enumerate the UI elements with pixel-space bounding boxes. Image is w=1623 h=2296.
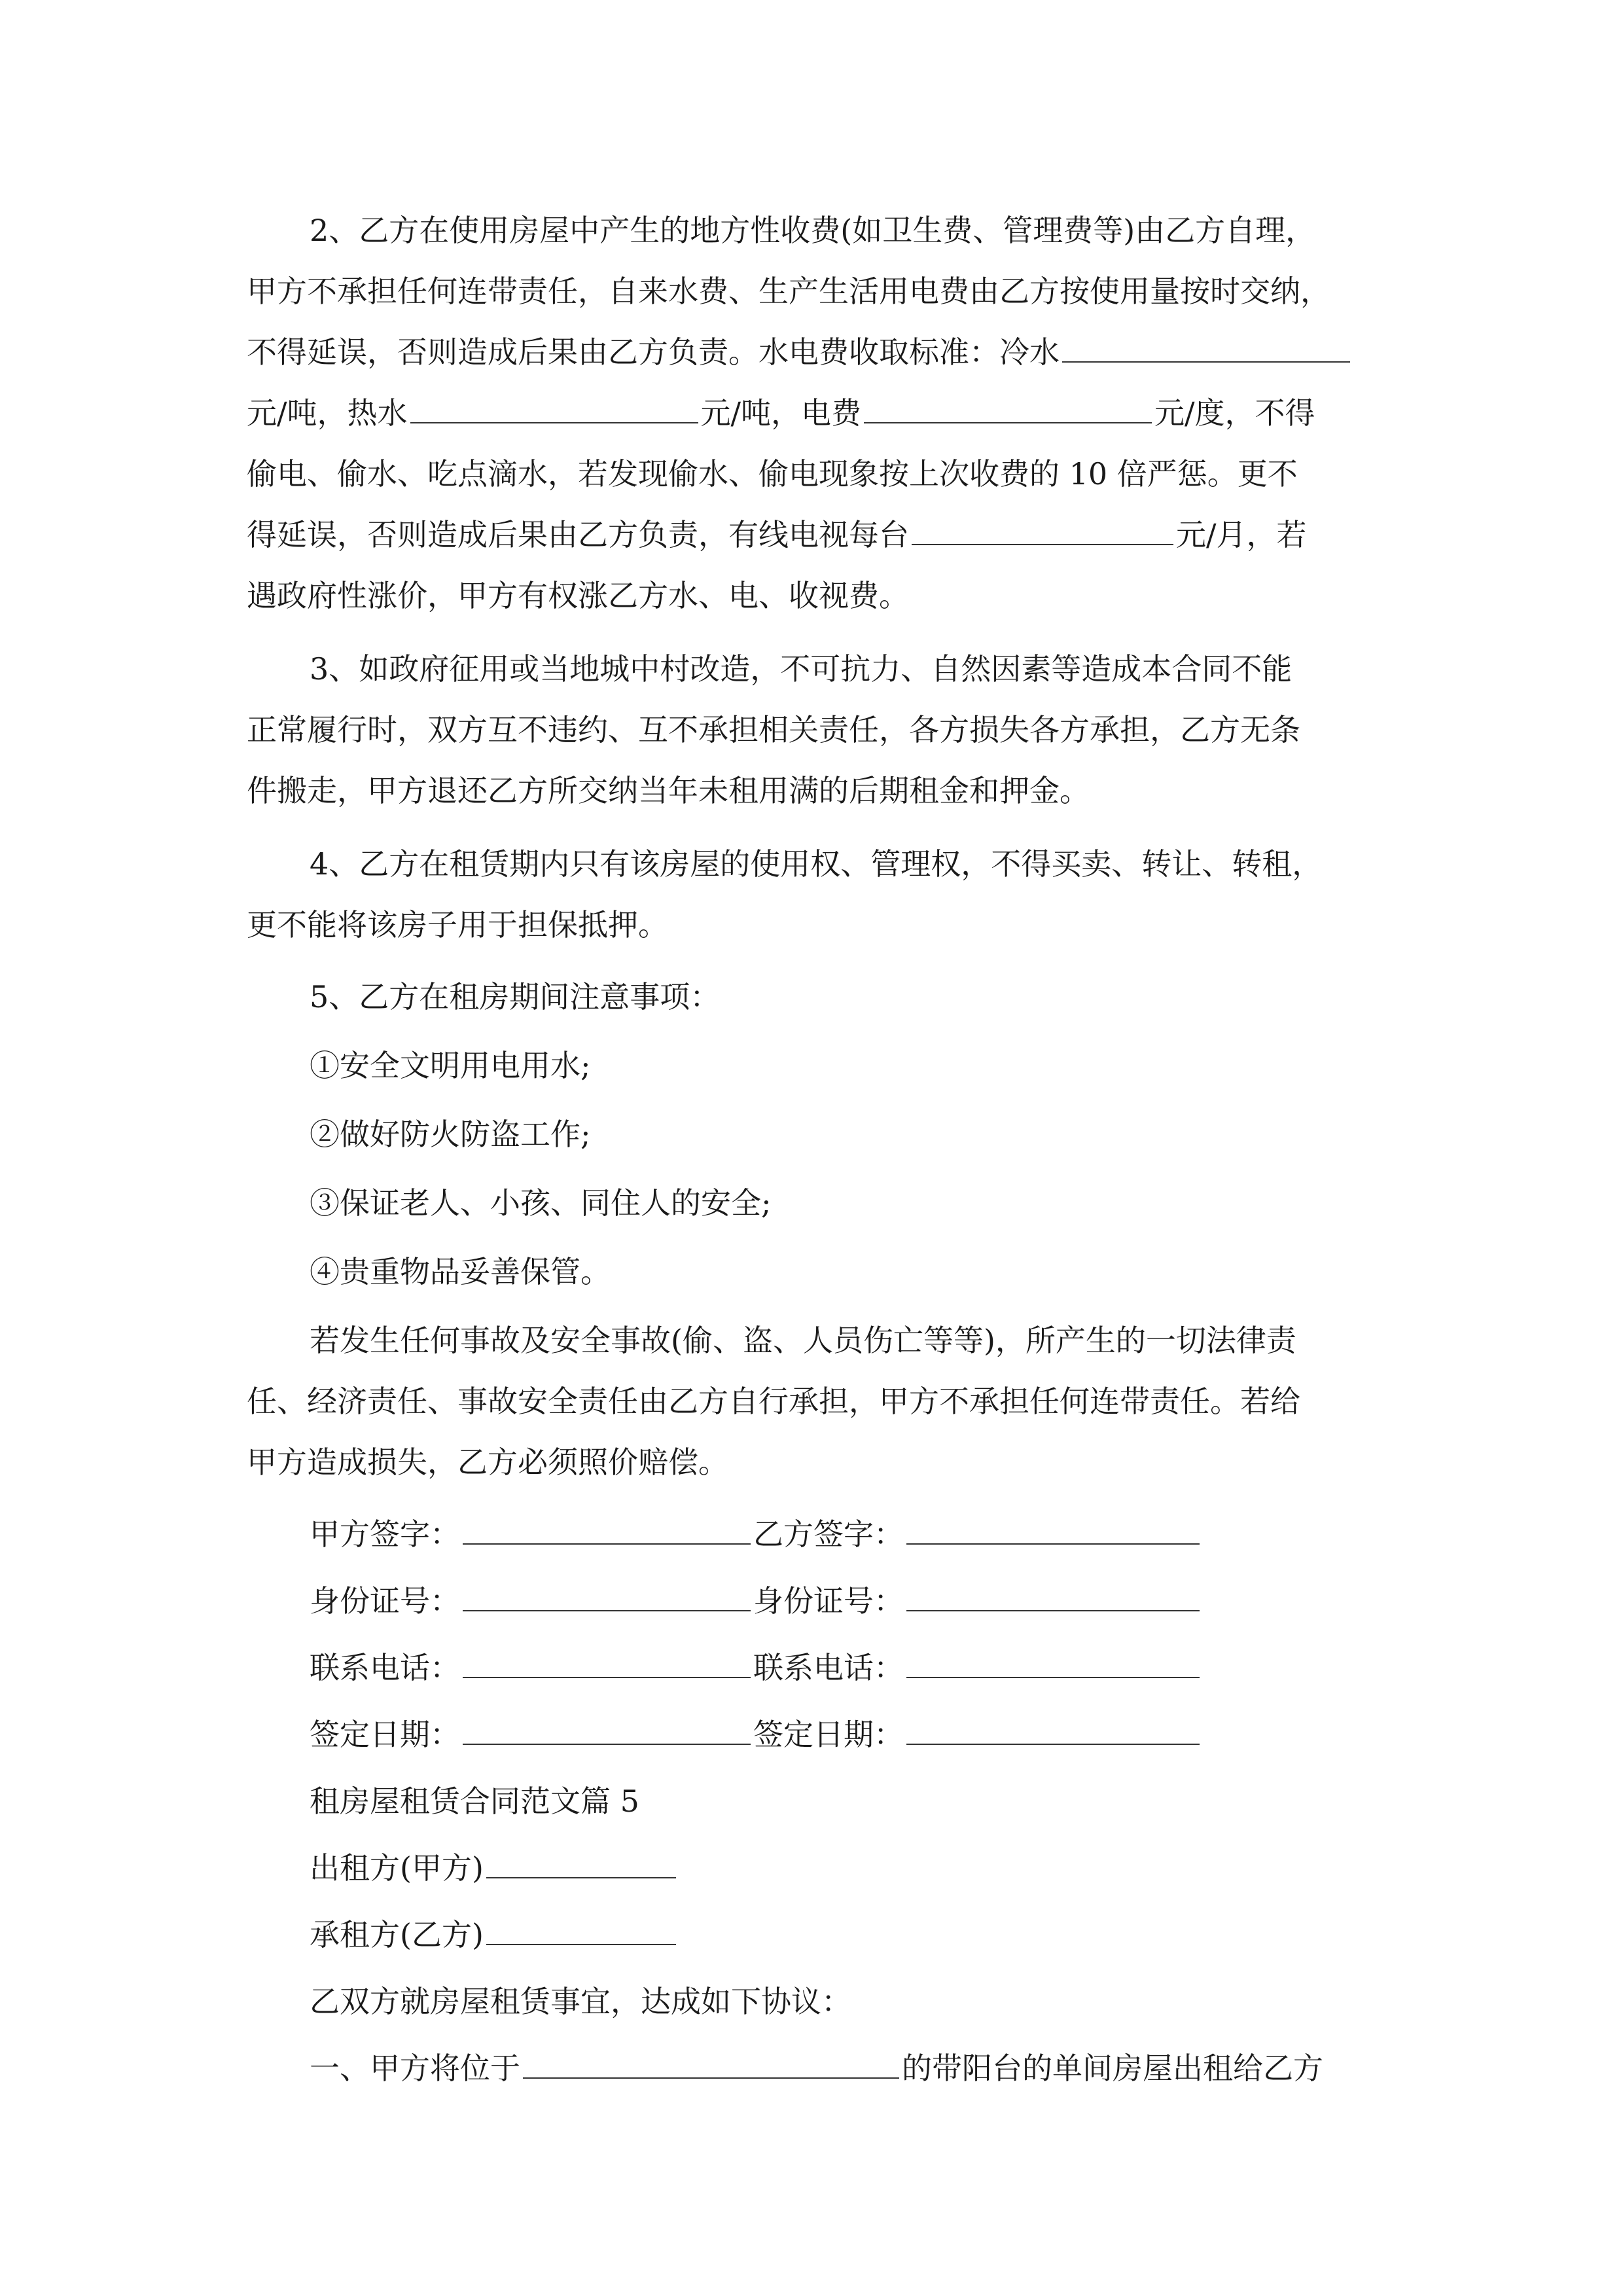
clause4-line1: 4、乙方在租赁期内只有该房屋的使用权、管理权，不得买卖、转让、转租， xyxy=(310,846,1323,882)
party-b-phone-label: 联系电话： xyxy=(753,1650,904,1685)
contract5-intro: 乙双方就房屋租赁事宜，达成如下协议： xyxy=(310,1984,851,2019)
hot-water-price-blank[interactable] xyxy=(410,395,698,423)
lessee-blank[interactable] xyxy=(486,1916,676,1945)
liability-line2: 任、经济责任、事故安全责任由乙方自行承担，甲方不承担任何连带责任。若给 xyxy=(247,1384,1300,1419)
clause2-line4 xyxy=(247,393,1315,433)
party-b-signature-blank[interactable] xyxy=(906,1516,1200,1545)
phone-row xyxy=(310,1648,1202,1687)
lessee-row xyxy=(310,1915,679,1954)
liability-line3: 甲方造成损失，乙方必须照价赔偿。 xyxy=(247,1444,728,1480)
party-a-phone-blank[interactable] xyxy=(463,1649,751,1678)
clause2-line3-text: 不得延误，否则造成后果由乙方负责。水电费收取标准：冷水 xyxy=(247,334,1060,370)
contract5-item1 xyxy=(310,2049,1323,2088)
property-location-blank[interactable] xyxy=(523,2050,899,2079)
party-a-phone-label: 联系电话： xyxy=(310,1650,460,1685)
clause2-line4c: 元/度，不得 xyxy=(1154,395,1315,431)
party-a-id-blank[interactable] xyxy=(463,1583,751,1611)
contract5-item1b: 的带阳台的单间房屋出租给乙方 xyxy=(902,2051,1323,2086)
clause5-item-2: ②做好防火防盗工作; xyxy=(310,1117,591,1152)
clause2-line4b: 元/吨，电费 xyxy=(700,395,861,431)
clause2-line3 xyxy=(247,332,1353,372)
clause4-line2: 更不能将该房子用于担保抵押。 xyxy=(247,907,668,942)
lessor-blank[interactable] xyxy=(486,1850,676,1878)
contract5-title: 租房屋租赁合同范文篇 5 xyxy=(310,1784,639,1819)
liability-line1: 若发生任何事故及安全事故(偷、盗、人员伤亡等等)，所产生的一切法律责 xyxy=(310,1323,1296,1358)
lessee-label: 承租方(乙方) xyxy=(310,1917,484,1952)
party-b-id-label: 身份证号： xyxy=(753,1583,904,1619)
clause2-line5: 偷电、偷水、吃点滴水，若发现偷水、偷电现象按上次收费的 10 倍严惩。更不 xyxy=(247,456,1298,492)
clause3-line3: 件搬走，甲方退还乙方所交纳当年未租用满的后期租金和押金。 xyxy=(247,773,1090,808)
electricity-price-blank[interactable] xyxy=(864,395,1152,423)
clause2-line4a: 元/吨，热水 xyxy=(247,395,408,431)
party-a-date-label: 签定日期： xyxy=(310,1717,460,1752)
clause2-line7: 遇政府性涨价，甲方有权涨乙方水、电、收视费。 xyxy=(247,578,909,613)
cold-water-price-blank[interactable] xyxy=(1062,334,1350,363)
party-a-date-blank[interactable] xyxy=(463,1716,751,1745)
party-b-signature-label: 乙方签字： xyxy=(753,1516,904,1552)
clause5-item-3: ③保证老人、小孩、同住人的安全; xyxy=(310,1185,772,1221)
clause3-line1: 3、如政府征用或当地城中村改造，不可抗力、自然因素等造成本合同不能 xyxy=(310,651,1293,687)
clause2-line6a: 得延误，否则造成后果由乙方负责，有线电视每台 xyxy=(247,517,909,552)
contract5-item1a: 一、甲方将位于 xyxy=(310,2051,520,2086)
party-b-phone-blank[interactable] xyxy=(906,1649,1200,1678)
clause2-line1: 2、乙方在使用房屋中产生的地方性收费(如卫生费、管理费等)由乙方自理， xyxy=(310,213,1316,248)
cable-tv-fee-blank[interactable] xyxy=(912,516,1173,545)
clause5-item-4: ④贵重物品妥善保管。 xyxy=(310,1254,611,1289)
clause3-line2: 正常履行时，双方互不违约、互不承担相关责任，各方损失各方承担，乙方无条 xyxy=(247,712,1300,747)
signature-row xyxy=(310,1515,1202,1554)
date-row xyxy=(310,1715,1202,1754)
party-a-signature-blank[interactable] xyxy=(463,1516,751,1545)
lessor-row xyxy=(310,1848,679,1888)
party-a-id-label: 身份证号： xyxy=(310,1583,460,1619)
party-b-date-blank[interactable] xyxy=(906,1716,1200,1745)
party-a-signature-label: 甲方签字： xyxy=(310,1516,460,1552)
clause2-line6 xyxy=(247,515,1307,554)
clause2-line2: 甲方不承担任何连带责任，自来水费、生产生活用电费由乙方按使用量按时交纳， xyxy=(247,274,1330,309)
party-b-date-label: 签定日期： xyxy=(753,1717,904,1752)
lessor-label: 出租方(甲方) xyxy=(310,1850,484,1886)
clause5-item-1: ①安全文明用电用水; xyxy=(310,1048,591,1083)
id-number-row xyxy=(310,1581,1202,1621)
clause5-heading: 5、乙方在租房期间注意事项： xyxy=(310,979,721,1014)
party-b-id-blank[interactable] xyxy=(906,1583,1200,1611)
clause2-line6b: 元/月，若 xyxy=(1176,517,1307,552)
